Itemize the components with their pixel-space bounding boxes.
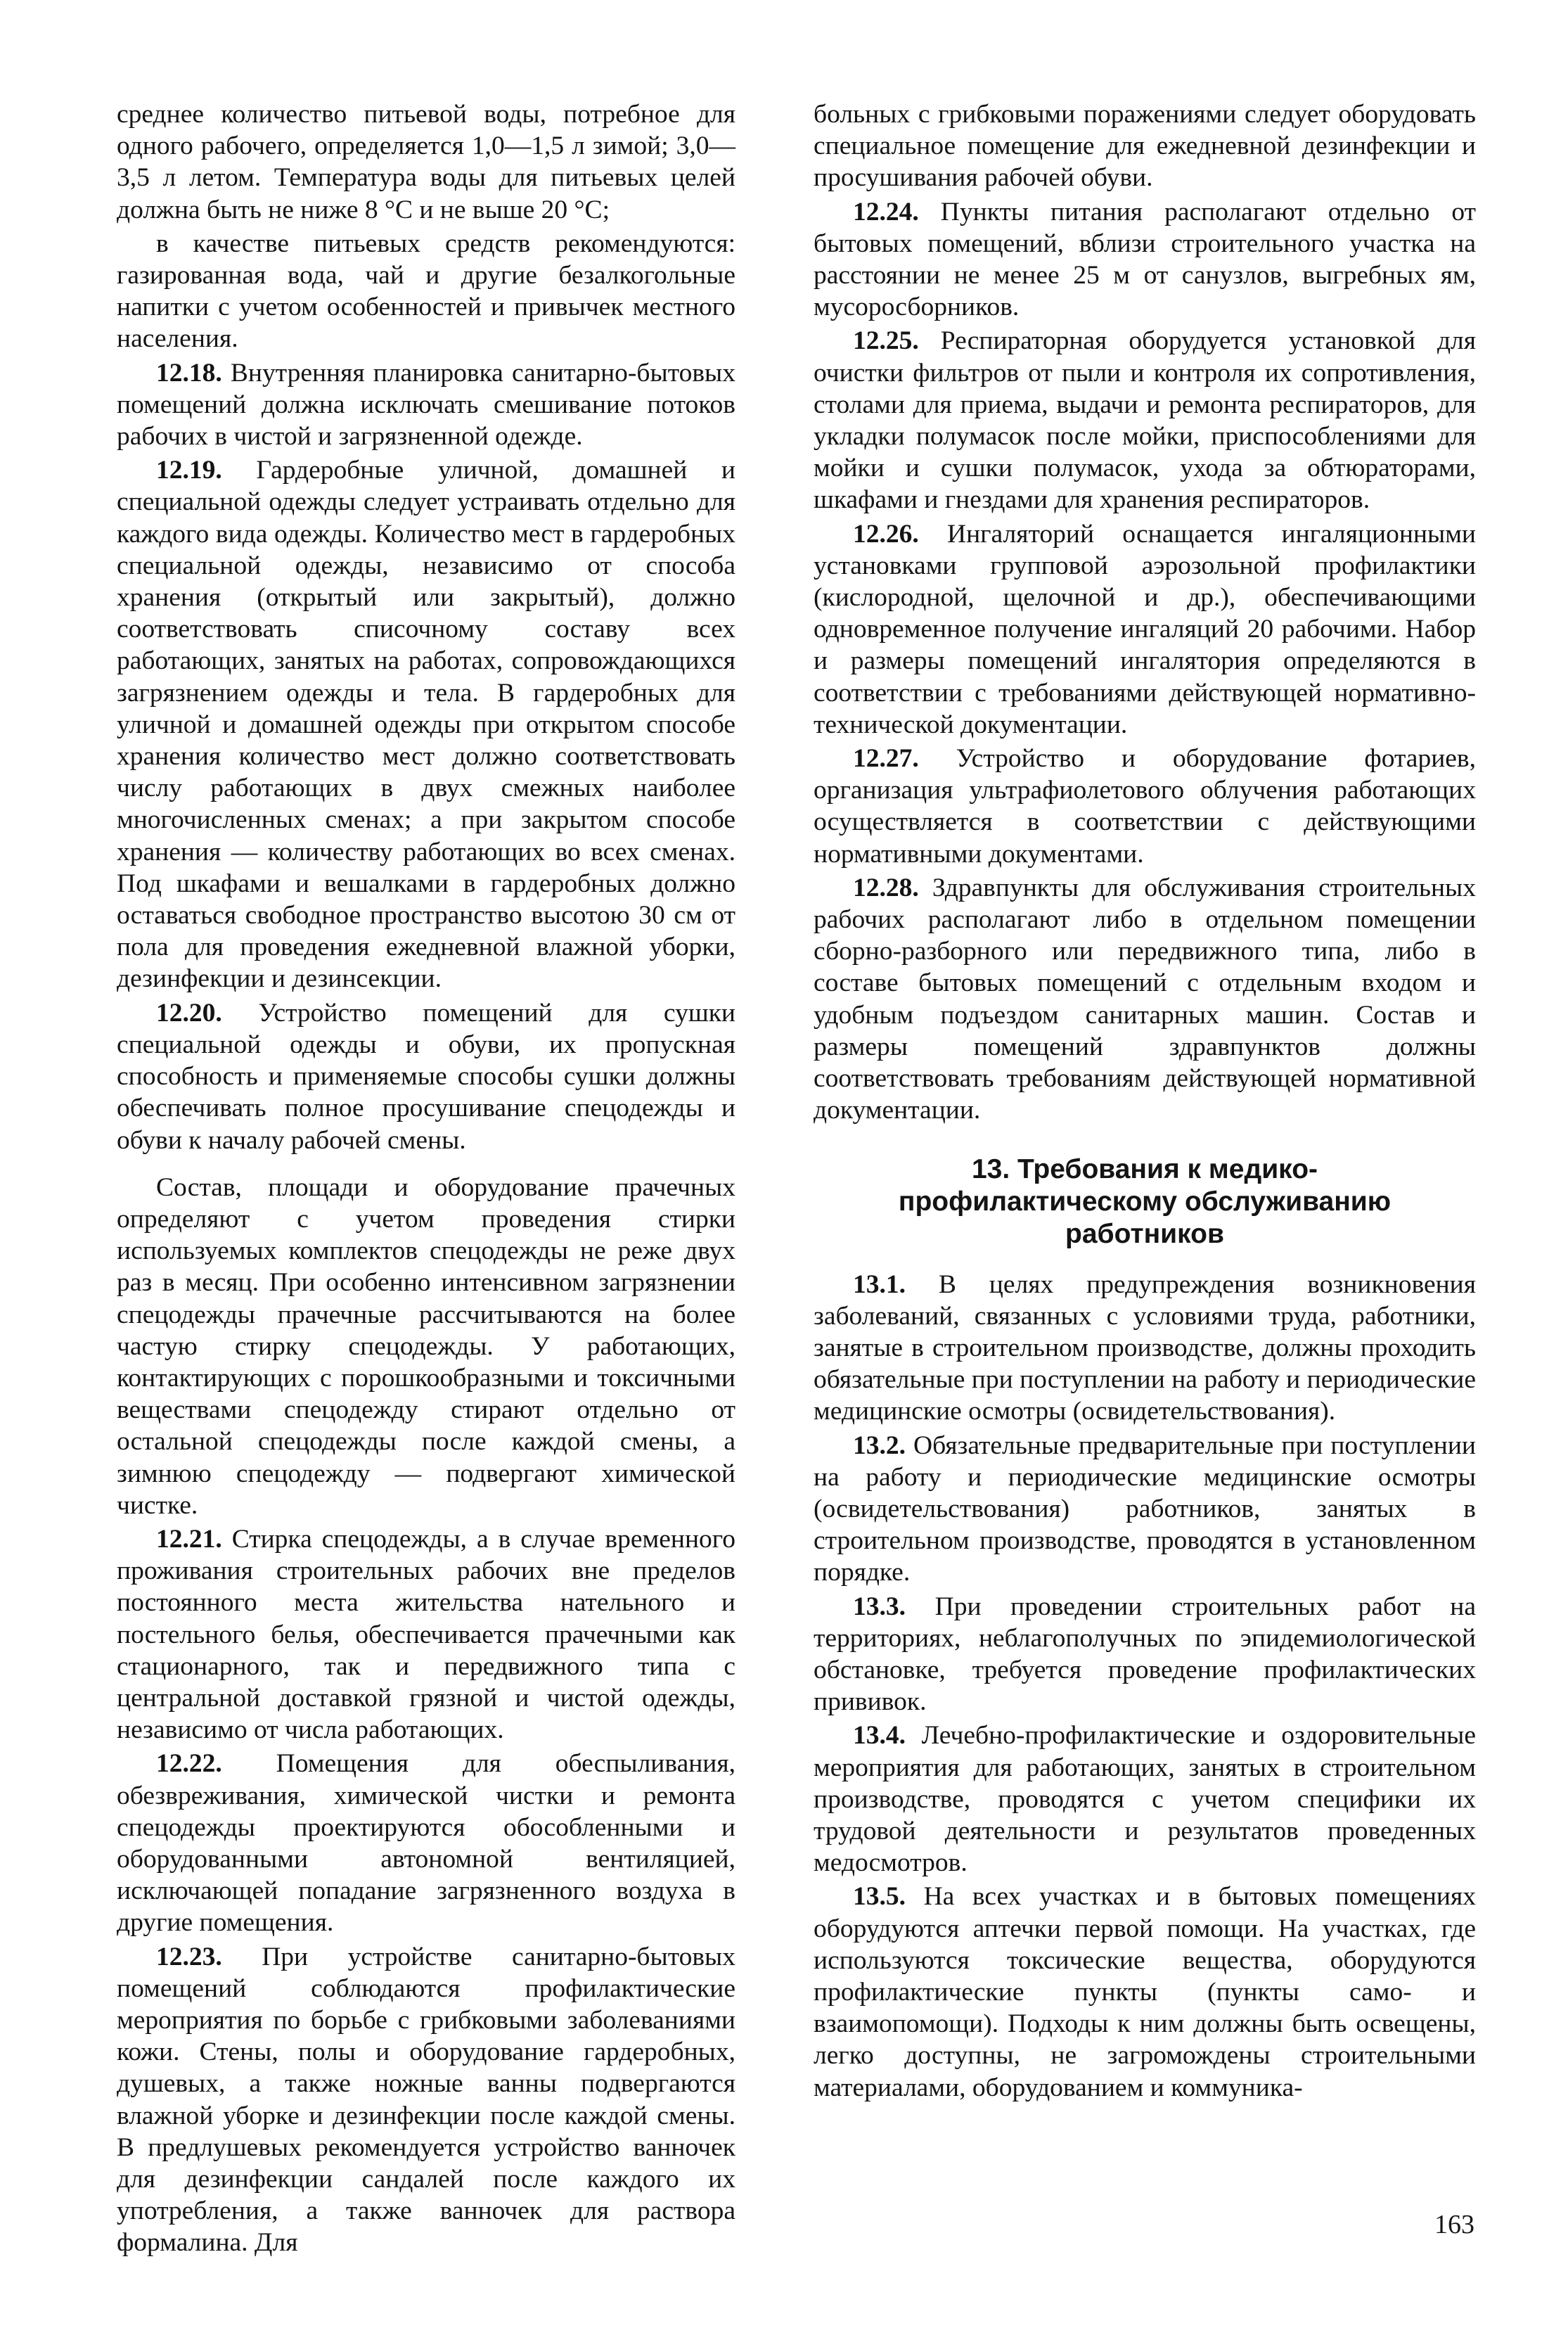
- paragraph: [814, 98, 1476, 194]
- clause-number: 12.18.: [156, 358, 222, 388]
- paragraph-text: Состав, площади и оборудование прачечных определяют с учетом проведения стирки используемых комплектов спецодежды не реже двух раз в месяц. При особенно интенсивном загрязнении спецодежды прачечные рассчитываются на более частую стирку спецодежды. У работающих, контактирующих с порошкообразными и токсичными веществами спецодежду стирают отдельно от остальной спецодежды после каждой смены, а зимнюю спецодежду — подвергают химической чистке.: [117, 1172, 735, 1520]
- paragraph-text: Пункты питания располагают отдельно от бытовых помещений, вблизи строительного участка на расстоянии не менее 25 м от санузлов, выгребных ям, мусоросборников.: [814, 197, 1476, 322]
- paragraph-text: Респираторная оборудуется установкой для очистки фильтров от пыли и контроля их сопротивления, столами для приема, выдачи и ремонта респираторов, для укладки полумасок после мойки, приспособлениями для мойки и сушки полумасок, ухода за обтюраторами, шкафами и гнездами для хранения респираторов.: [814, 326, 1476, 515]
- paragraph-text: Стирка спецодежды, а в случае временного проживания строительных рабочих вне пределов постоянного места жительства нательного и постельного белья, обеспечивается прачечными как стационарного, так и передвижного типа с центральной доставкой грязной и чистой одежды, независимо от числа работающих.: [117, 1524, 735, 1745]
- paragraph: [117, 1172, 735, 1521]
- paragraph-text: больных с грибковыми поражениями следует оборудовать специальное помещение для ежедневной дезинфекции и просушивания рабочей обуви.: [814, 100, 1476, 193]
- paragraph: [814, 1430, 1476, 1589]
- paragraph-text: в качестве питьевых средств рекомендуются: газированная вода, чай и другие безалкогольные напитки с учетом особенностей и привычек местного населения.: [117, 229, 735, 354]
- clause-number: 13.4.: [853, 1721, 906, 1751]
- clause-number: 13.3.: [853, 1592, 906, 1621]
- clause-number: 12.25.: [853, 326, 919, 356]
- paragraph-text: Устройство и оборудование фотариев, организация ультрафиолетового облучения работающих осуществляется в соответствии с действующими нормативными документами.: [814, 744, 1476, 869]
- clause-number: 12.21.: [156, 1524, 222, 1554]
- clause-number: 12.24.: [853, 197, 919, 226]
- paragraph-text: среднее количество питьевой воды, потребное для одного рабочего, определяется 1,0—1,5 л зимой; 3,0—3,5 л летом. Температура воды для питьевых целей должна быть не ниже 8 °С и не выше 20 °С;: [117, 100, 735, 224]
- paragraph-text: На всех участках и в бытовых помещениях оборудуются аптечки первой помощи. На участках, где используются токсические вещества, оборудуются профилактические пункты (пункты само- и взаимопомощи). Подходы к ним должны быть освещены, легко доступны, не загромождены строительными материалами, оборудованием и коммуника-: [814, 1882, 1476, 2102]
- clause-number: 13.2.: [853, 1431, 906, 1460]
- clause-number: 12.19.: [156, 456, 222, 485]
- clause-number: 12.20.: [156, 998, 222, 1028]
- paragraph: [814, 1591, 1476, 1718]
- clause-number: 12.26.: [853, 519, 919, 549]
- left-column: [117, 98, 735, 2259]
- clause-number: 13.5.: [853, 1882, 906, 1912]
- paragraph: [814, 196, 1476, 324]
- paragraph-text: Лечебно-профилактические и оздоровительные мероприятия для работающих, занятых в строительном производстве, проводятся с учетом специфики их трудовой деятельности и результатов проведенных медосмотров.: [814, 1721, 1476, 1878]
- paragraph: [814, 872, 1476, 1127]
- paragraph: [117, 1941, 735, 2259]
- paragraph-text: Ингаляторий оснащается ингаляционными установками групповой аэрозольной профилактики (кислородной, щелочной и др.), обеспечивающими одновременное получение ингаляций 20 рабочими. Набор и размеры помещений ингалятория определяются в соответствии с требованиями действующей нормативно-технической документации.: [814, 519, 1476, 739]
- clause-number: 12.23.: [156, 1942, 222, 1971]
- paragraph-text: В целях предупреждения возникновения заболеваний, связанных с условиями труда, работники, занятые в строительном производстве, должны проходить обязательные при поступлении на работу и периодические медицинские осмотры (освидетельствования).: [814, 1269, 1476, 1426]
- paragraph-text: Устройство помещений для сушки специальной одежды и обуви, их пропускная способность и применяемые способы сушки должны обеспечивать полное просушивание спецодежды и обуви к началу рабочей смены.: [117, 998, 735, 1155]
- paragraph-text: Гардеробные уличной, домашней и специальной одежды следует устраивать отдельно для каждого вида одежды. Количество мест в гардеробных специальной одежды, независимо от способа хранения (открытый или закрытый), должно соответствовать списочному составу всех работающих, занятых на работах, сопровождающихся загрязнением одежды и тела. В гардеробных для уличной и домашней одежды при открытом способе хранения количество мест должно соответствовать числу работающих в двух смежных наиболее многочисленных сменах; а при закрытом способе хранения — количеству работающих во всех сменах. Под шкафами и вешалками в гардеробных должно оставаться свободное пространство высотою 30 см от пола для проведения ежедневной влажной уборки, дезинфекции и дезинсекции.: [117, 456, 735, 994]
- paragraph: [117, 454, 735, 994]
- paragraph: [814, 1720, 1476, 1879]
- clause-number: 12.22.: [156, 1749, 222, 1779]
- paragraph-text: Обязательные предварительные при поступлении на работу и периодические медицинские осмотры (освидетельствования) работников, занятых в строительном производстве, проводятся в установленном порядке.: [814, 1431, 1476, 1587]
- clause-number: 12.27.: [853, 744, 919, 774]
- paragraph-text: Внутренняя планировка санитарно-бытовых помещений должна исключать смешивание потоков рабочих в чистой и загрязненной одежде.: [117, 358, 735, 452]
- clause-number: 12.28.: [853, 873, 919, 902]
- paragraph: [814, 518, 1476, 741]
- page-number: 163: [1434, 2210, 1474, 2239]
- section-heading: 13. Требования к медико-профилактическому обслуживанию работников: [898, 1153, 1392, 1249]
- paragraph-text: Здравпункты для обслуживания строительных рабочих располагают либо в отдельном помещении сборно-разборного или передвижного типа, либо в составе бытовых помещений с отдельным входом и удобным подъездом санитарных машин. Состав и размеры помещений здравпунктов должны соответствовать требованиям действующей нормативной документации.: [814, 873, 1476, 1125]
- paragraph-text: При устройстве санитарно-бытовых помещений соблюдаются профилактические мероприятия по борьбе с грибковыми заболеваниями кожи. Стены, полы и оборудование гардеробных, душевых, а также ножные ванны подвергаются влажной уборке и дезинфекции после каждой смены. В предлушевых рекомендуется устройство ванночек для дезинфекции сандалей после каждого их употребления, а также ванночек для раствора формалина. Для: [117, 1942, 735, 2258]
- paragraph: [117, 228, 735, 355]
- paragraph: [117, 1523, 735, 1746]
- paragraph: [117, 1748, 735, 1938]
- paragraph: [814, 743, 1476, 870]
- paragraph: [814, 1881, 1476, 2103]
- paragraph: [117, 997, 735, 1156]
- paragraph: [814, 325, 1476, 516]
- paragraph: [814, 1269, 1476, 1428]
- paragraph-text: При проведении строительных работ на территориях, неблагополучных по эпидемиологической обстановке, требуется проведение профилактических прививок.: [814, 1592, 1476, 1717]
- paragraph-text: Помещения для обеспыливания, обезвреживания, химической чистки и ремонта спецодежды проектируются обособленными и оборудованными автономной вентиляцией, исключающей попадание загрязненного воздуха в другие помещения.: [117, 1749, 735, 1938]
- clause-number: 13.1.: [853, 1269, 906, 1299]
- paragraph: [117, 357, 735, 453]
- paragraph: [117, 98, 735, 226]
- right-column: [814, 98, 1476, 2104]
